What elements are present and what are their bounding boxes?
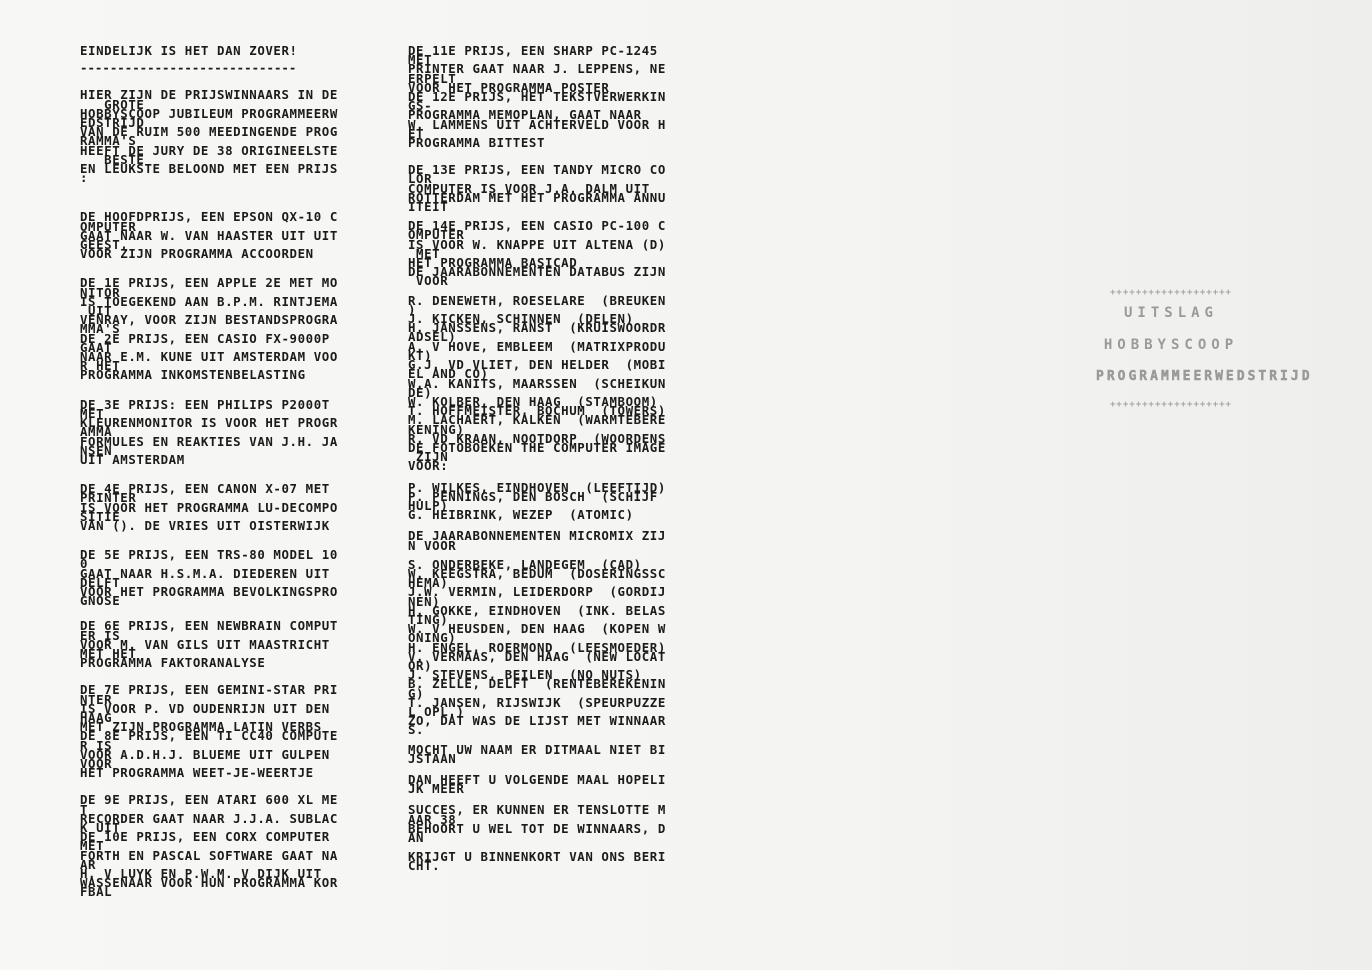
divider: +++++++++++++++++++ <box>1110 288 1232 298</box>
paragraph: S. ONDERBEKE, LANDEGEM (CAD) W. KEEGSTRA, BEDUM (DOSERINGSSC HEMA) J.W. VERMIN, LEIDERDORP (GORDIJ NEN) H. GOKKE, EINDHOVEN (INK. BELAS TING) W. V HEUSDEN, DEN HAAG (KOPEN W ONING) H. ENGEL, ROERMOND (LEESMOEDER) V. VERMAAS, DEN HAAG (NEW LOCAT OR) J. STEVENS, BEILEN (NO NUTS) B. ZELLE, DELFT (RENTEBEREKENIN G) T. JANSEN, RIJSWIJK (SPEURPUZZE L OPL.) ZO, DAT WAS DE LIJST MET WINNAAR S. <box>408 556 666 738</box>
left-column <box>80 43 390 907</box>
paragraph: DE 13E PRIJS, EEN TANDY MICRO CO LOR COMPUTER IS VOOR J.A. DALM UIT ROTTERDAM MET HET PROGRAMMA ANNU ITEIT <box>408 162 666 215</box>
cover-title-block <box>1096 288 1313 410</box>
paragraph: DE 14E PRIJS, EEN CASIO PC-100 C OMPUTER IS VOOR W. KNAPPE UIT ALTENA (D) MET HET PROGRAMMA BASICAD DE JAARABONNEMENTEN DATABUS ZIJN VOOR <box>408 218 666 289</box>
paragraph: P. WILKES, EINDHOVEN (LEEFTIJD) P. PENNINGS, DEN BOSCH (SCHIJF HULP) G. HEIBRINK, WEZEP (ATOMIC) <box>408 479 666 523</box>
cover-line-2: HOBBYSCOOP <box>1103 337 1239 353</box>
paragraph: R. DENEWETH, ROESELARE (BREUKEN ) J. KICKEN, SCHINNEN (DELEN) H. JANSSENS, RANST (KRUISWOORDR ADSEL) A. V HOVE, EMBLEEM (MATRIXPRODU KT) G.J. VD VLIET, DEN HELDER (MOBI EL AND CO) W.A. KANITS, MAARSSEN (SCHEIKUN DE) W. KOLBER, DEN HAAG (STAMBOOM) T. HOFFMEISTER, BOCHUM (TOWERS) M. LACHAERT, KALKEN (WARMTEBERE KENING) R. VD KRAAN, NOOTDORP (WOORDENS DE FOTOBOEKEN THE COMPUTER IMAGE ZIJN VOOR: <box>408 292 666 474</box>
paragraph: DE 3E PRIJS: EEN PHILIPS P2000T MET KLEURENMONITOR IS VOOR HET PROGR AMMA FORMULES EN REAKTIES VAN J.H. JA NSEN UIT AMSTERDAM <box>80 396 338 467</box>
divider: +++++++++++++++++++ <box>1110 400 1232 410</box>
article-title: EINDELIJK IS HET DAN ZOVER! <box>80 43 298 58</box>
paragraph: DE 1E PRIJS, EEN APPLE 2E MET MO NITOR IS TOEGEKEND AAN B.P.M. RINTJEMA UIT VENRAY, VOOR ZIJN BESTANDSPROGRA MMA'S DE 2E PRIJS, EEN CASIO FX-9000P GAAT NAAR E.M. KUNE UIT AMSTERDAM VOO R HET PROGRAMMA INKOMSTENBELASTING <box>80 275 338 383</box>
paragraph: DE JAARABONNEMENTEN MICROMIX ZIJ N VOOR <box>408 528 666 553</box>
paragraph: DE 11E PRIJS, EEN SHARP PC-1245 MET PRINTER GAAT NAAR J. LEPPENS, NE ERPELT VOOR HET PROGRAMMA POSTER DE 12E PRIJS, HET TEKSTVERWERKIN GS- PROGRAMMA MEMOPLAN, GAAT NAAR W. LAMMENS UIT ACHTERVELD VOOR H ET PROGRAMMA BITTEST <box>408 43 666 151</box>
paragraph: DE 4E PRIJS, EEN CANON X-07 MET PRINTER IS VOOR HET PROGRAMMA LU-DECOMPO SITIE VAN (). DE VRIES UIT OISTERWIJK <box>80 481 338 533</box>
title-underline: ----------------------------- <box>80 60 297 76</box>
paragraph: DAN HEEFT U VOLGENDE MAAL HOPELI JK MEER <box>408 772 666 797</box>
paragraph: DE 6E PRIJS, EEN NEWBRAIN COMPUT ER IS VOOR M. VAN GILS UIT MAASTRICHT MET HET PROGRAMMA FAKTORANALYSE <box>80 618 338 671</box>
right-column <box>408 43 708 881</box>
paragraph: DE 9E PRIJS, EEN ATARI 600 XL ME T RECORDER GAAT NAAR J.J.A. SUBLAC K UIT DE 10E PRIJS, EEN CORX COMPUTER MET FORTH EN PASCAL SOFTWARE GAAT NA AR H. V LUYK EN P.W.M. V DIJK UIT WASSENAAR VOOR HUN PROGRAMMA KOR FBAL <box>80 792 338 900</box>
paragraph: KRIJGT U BINNENKORT VAN ONS BERI CHT. <box>408 849 666 874</box>
paragraph: SUCCES, ER KUNNEN ER TENSLOTTE M AAR 38 BEHOORT U WEL TOT DE WINNAARS, D AN <box>408 802 666 846</box>
cover-line-1: UITSLAG <box>1123 305 1218 321</box>
paragraph: DE 7E PRIJS, EEN GEMINI-STAR PRI NTER IS VOOR P. VD OUDENRIJN UIT DEN HAAG MET ZIJN PROGRAMMA LATIN VERBS DE 8E PRIJS, EEN TI CC40 COMPUTE R IS VOOR A.D.H.J. BLUEME UIT GULPEN VOOR HET PROGRAMMA WEET-JE-WEERTJE <box>80 682 338 781</box>
paragraph: HIER ZIJN DE PRIJSWINNAARS IN DE GROTE HOBBYSCOOP JUBILEUM PROGRAMMEERW EDSTRIJD VAN DE RUIM 500 MEEDINGENDE PROG RAMMA'S HEEFT DE JURY DE 38 ORIGINEELSTE BESTE EN LEUKSTE BELOOND MET EEN PRIJS : <box>80 87 338 186</box>
paragraph: MOCHT UW NAAM ER DITMAAL NIET BI JSTAAN <box>408 741 666 766</box>
paragraph: DE HOOFDPRIJS, EEN EPSON QX-10 C OMPUTER GAAT NAAR W. VAN HAASTER UIT UIT GEEST, VOOR ZIJN PROGRAMMA ACCOORDEN <box>80 209 338 262</box>
cover-line-3: PROGRAMMEERWEDSTRIJD <box>1096 369 1313 384</box>
paragraph: DE 5E PRIJS, EEN TRS-80 MODEL 10 0 GAAT NAAR H.S.M.A. DIEDEREN UIT DELFT VOOR HET PROGRAMMA BEVOLKINGSPRO GNOSE <box>80 547 338 609</box>
